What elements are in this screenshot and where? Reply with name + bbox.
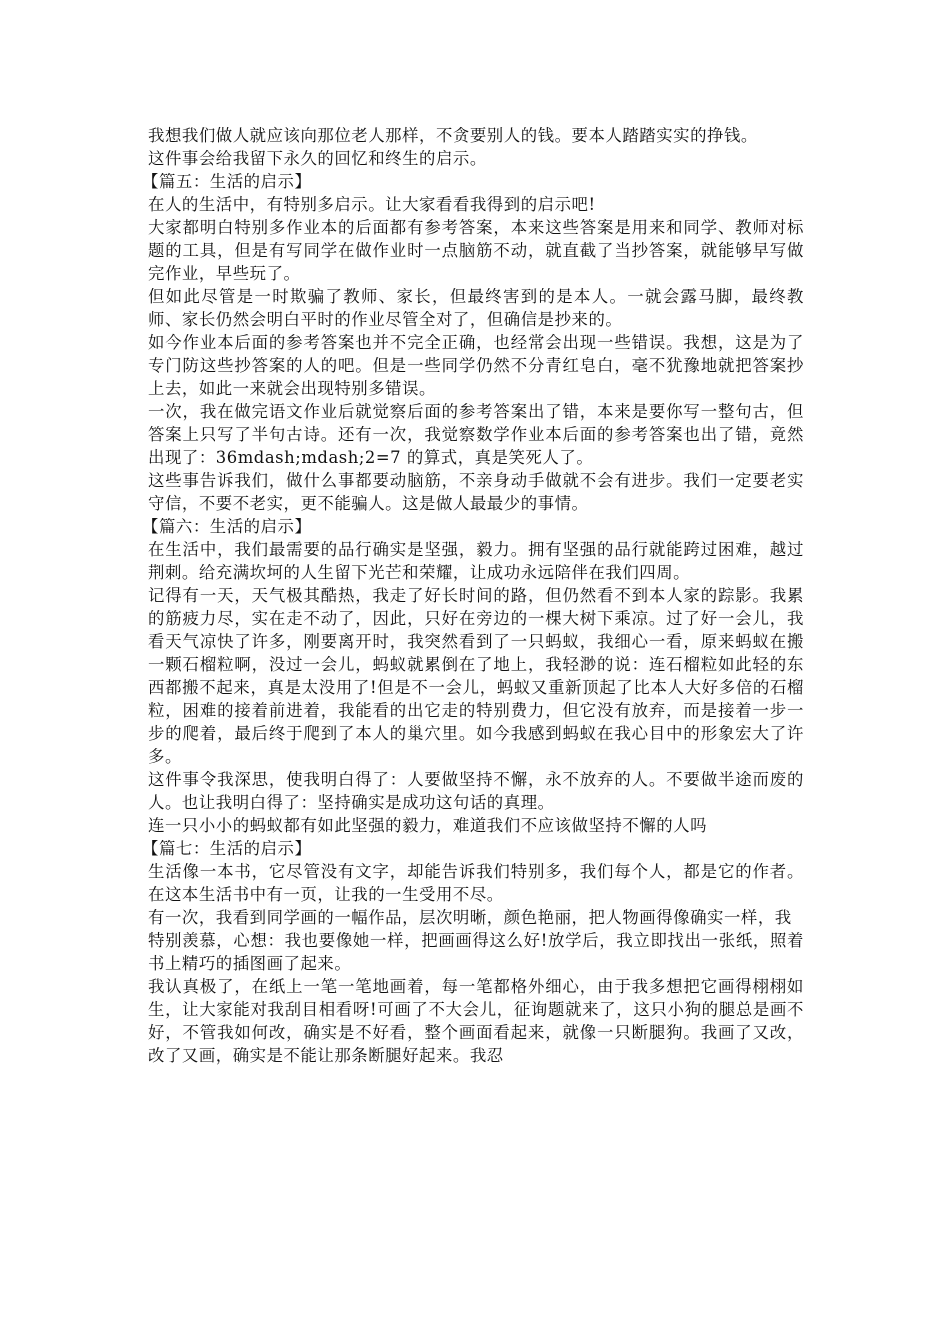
paragraph: 有一次，我看到同学画的一幅作品，层次明晰，颜色艳丽，把人物画得像确实一样，我 bbox=[148, 908, 792, 927]
document-page bbox=[142, 124, 804, 1067]
paragraph: 在生活中，我们最需要的品行确实是坚强，毅力。拥有坚强的品行就能跨过困难，越过荆刺。给充满坎坷的人生留下光芒和荣耀，让成功永远陪伴在我们四周。 bbox=[148, 540, 804, 582]
paragraph: 我认真极了，在纸上一笔一笔地画着，每一笔都格外细心，由于我多想把它画得栩栩如生，让大家能对我刮目相看呀!可画了不大会儿，征询题就来了，这只小狗的腿总是画不好，不管我如何改，确实是不好看，整个画面看起来，就像一只断腿狗。我画了又改，改了又画，确实是不能让那条断腿好起来。我忍 bbox=[148, 977, 804, 1065]
paragraph: 特别羡慕，心想：我也要像她一样，把画画得这么好!放学后，我立即找出一张纸，照着书上精巧的插图画了起来。 bbox=[148, 931, 804, 973]
paragraph: 记得有一天，天气极其酷热，我走了好长时间的路，但仍然看不到本人家的踪影。我累的筋疲力尽，实在走不动了，因此，只好在旁边的一棵大树下乘凉。过了好一会儿，我看天气凉快了许多，刚要离开时，我突然看到了一只蚂蚁，我细心一看，原来蚂蚁在搬一颗石榴粒啊，没过一会儿，蚂蚁就累倒在了地上，我轻渺的说：连石榴粒如此轻的东西都搬不起来，真是太没用了!但是不一会儿，蚂蚁又重新顶起了比本人大好多倍的石榴粒，困难的接着前进着，我能看的出它走的特别费力，但它没有放弃，而是接着一步一步的爬着，最后终于爬到了本人的巢穴里。如今我感到蚂蚁在我心目中的形象宏大了许多。 bbox=[148, 586, 804, 766]
paragraph: 但如此尽管是一时欺骗了教师、家长，但最终害到的是本人。一就会露马脚，最终教师、家长仍然会明白平时的作业尽管全对了，但确信是抄来的。 bbox=[148, 287, 804, 329]
paragraph: 大家都明白特别多作业本的后面都有参考答案，本来这些答案是用来和同学、教师对标题的工具，但是有写同学在做作业时一点脑筋不动，就直截了当抄答案，就能够早写做完作业，早些玩了。 bbox=[148, 218, 804, 283]
paragraph: 这件事令我深思，使我明白得了：人要做坚持不懈，永不放弃的人。不要做半途而废的人。也让我明白得了：坚持确实是成功这句话的真理。 bbox=[148, 770, 804, 812]
paragraph: 在人的生活中，有特别多启示。让大家看看我得到的启示吧! bbox=[148, 195, 596, 214]
section-heading: 【篇七：生活的启示】 bbox=[142, 839, 312, 858]
paragraph: 一次，我在做完语文作业后就觉察后面的参考答案出了错，本来是要你写一整句古，但答案上只写了半句古诗。还有一次，我觉察数学作业本后面的参考答案也出了错，竟然出现了：36mdash;mdash;2=7 的算式，真是笑死人了。 bbox=[148, 402, 804, 467]
paragraph: 生活像一本书，它尽管没有文字，却能告诉我们特别多，我们每个人，都是它的作者。在这本生活书中有一页，让我的一生受用不尽。 bbox=[148, 862, 804, 904]
section-heading: 【篇六：生活的启示】 bbox=[142, 517, 312, 536]
paragraph: 连一只小小的蚂蚁都有如此坚强的毅力，难道我们不应该做坚持不懈的人吗 bbox=[148, 816, 708, 835]
paragraph: 这件事会给我留下永久的回忆和终生的启示。 bbox=[148, 149, 487, 168]
paragraph: 我想我们做人就应该向那位老人那样，不贪要别人的钱。要本人踏踏实实的挣钱。 bbox=[148, 126, 758, 145]
section-heading: 【篇五：生活的启示】 bbox=[142, 172, 312, 191]
paragraph: 这些事告诉我们，做什么事都要动脑筋，不亲身动手做就不会有进步。我们一定要老实守信，不要不老实，更不能骗人。这是做人最最少的事情。 bbox=[148, 471, 804, 513]
paragraph: 如今作业本后面的参考答案也并不完全正确，也经常会出现一些错误。我想，这是为了专门防这些抄答案的人的吧。但是一些同学仍然不分青红皂白，毫不犹豫地就把答案抄上去，如此一来就会出现特别多错误。 bbox=[148, 333, 804, 398]
